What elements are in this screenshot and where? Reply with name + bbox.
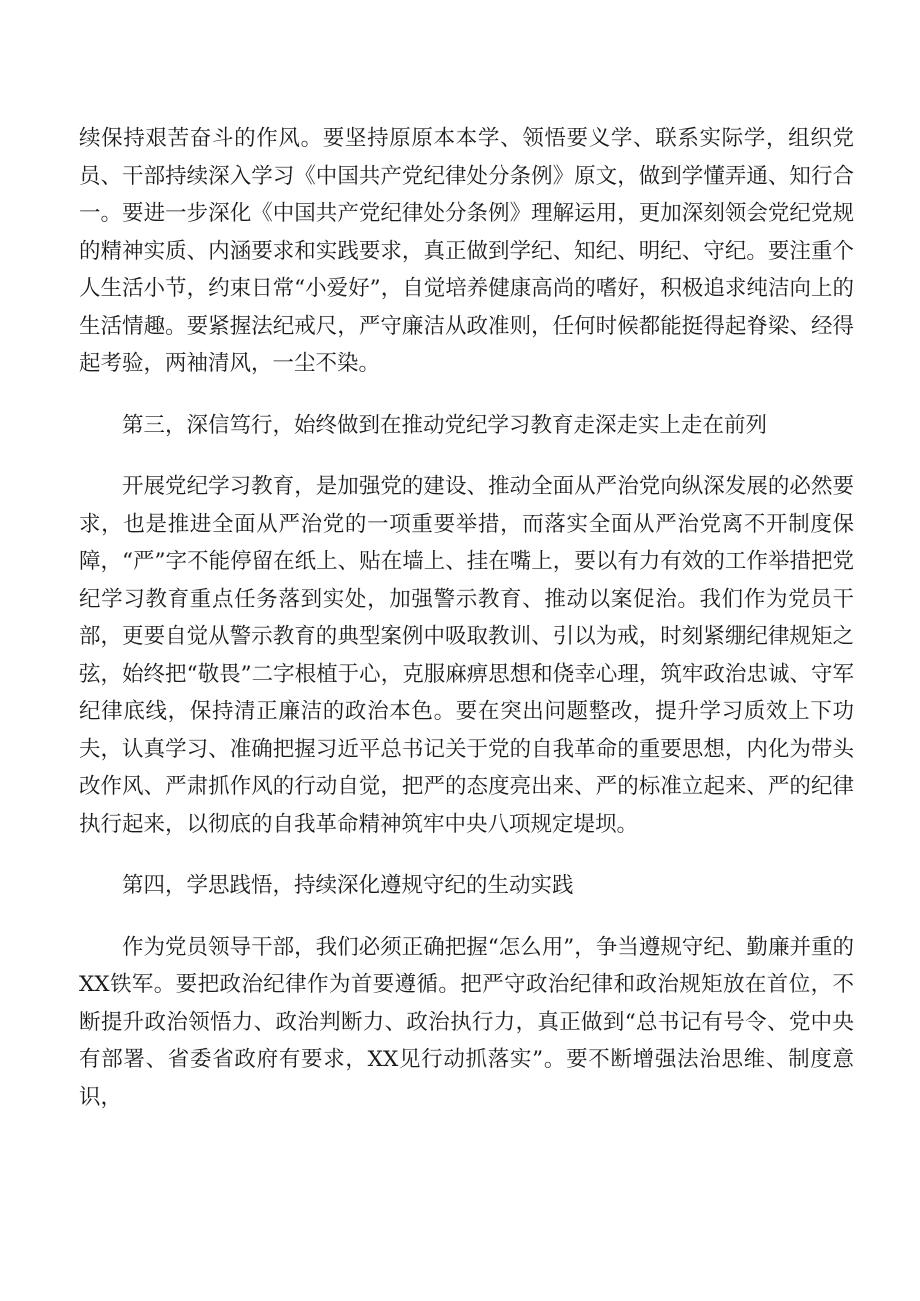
paragraph-third-section: 开展党纪学习教育，是加强党的建设、推动全面从严治党向纵深发展的必然要求，也是推进全面从严治党的一项重要举措，而落实全面从严治党离不开制度保障，“严”字不能停留在纸上、贴在墙上、挂在嘴上，要以有力有效的工作举措把党纪学习教育重点任务落到实处，加强警示教育、推动以案促治。我们作为党员干部，更要自觉从警示教育的典型案例中吸取教训、引以为戒，时刻紧绷纪律规矩之弦，始终把“敬畏”二字根植于心，克服麻痹思想和侥幸心理，筑牢政治忠诚、守军纪律底线，保持清正廉洁的政治本色。要在突出问题整改，提升学习质效上下功夫，认真学习、准确把握习近平总书记关于党的自我革命的重要思想，内化为带头改作风、严肃抓作风的行动自觉，把严的态度亮出来、严的标准立起来、严的纪律执行起来，以彻底的自我革命精神筑牢中央八项规定堤坝。: [79, 474, 854, 837]
paragraph-fourth-section: 作为党员领导干部，我们必须正确把握“怎么用”，争当遵规守纪、勤廉并重的XX铁军。要把政治纪律作为首要遵循。把严守政治纪律和政治规矩放在首位，不断提升政治领悟力、政治判断力、政治执行力，真正做到“总书记有号令、党中央有部署、省委省政府有要求，XX见行动抓落实”。要不断增强法治思维、制度意识，: [79, 934, 854, 1110]
paragraph-continuation: 续保持艰苦奋斗的作风。要坚持原原本本学、领悟要义学、联系实际学，组织党员、干部持续深入学习《中国共产党纪律处分条例》原文，做到学懂弄通、知行合一。要进一步深化《中国共产党纪律处分条例》理解运用，更加深刻领会党纪党规的精神实质、内涵要求和实践要求，真正做到学纪、知纪、明纪、守纪。要注重个人生活小节，约束日常“小爱好”，自觉培养健康高尚的嗜好，积极追求纯洁向上的生活情趣。要紧握法纪戒尺，严守廉洁从政准则，任何时候都能挺得起脊梁、经得起考验，两袖清风，一尘不染。: [79, 126, 854, 376]
document-body: [79, 120, 854, 1116]
section-heading-fourth: 第四，学思践悟，持续深化遵规守纪的生动实践: [122, 873, 574, 898]
section-heading-third: 第三，深信笃行，始终做到在推动党纪学习教育走深走实上走在前列: [122, 412, 768, 438]
